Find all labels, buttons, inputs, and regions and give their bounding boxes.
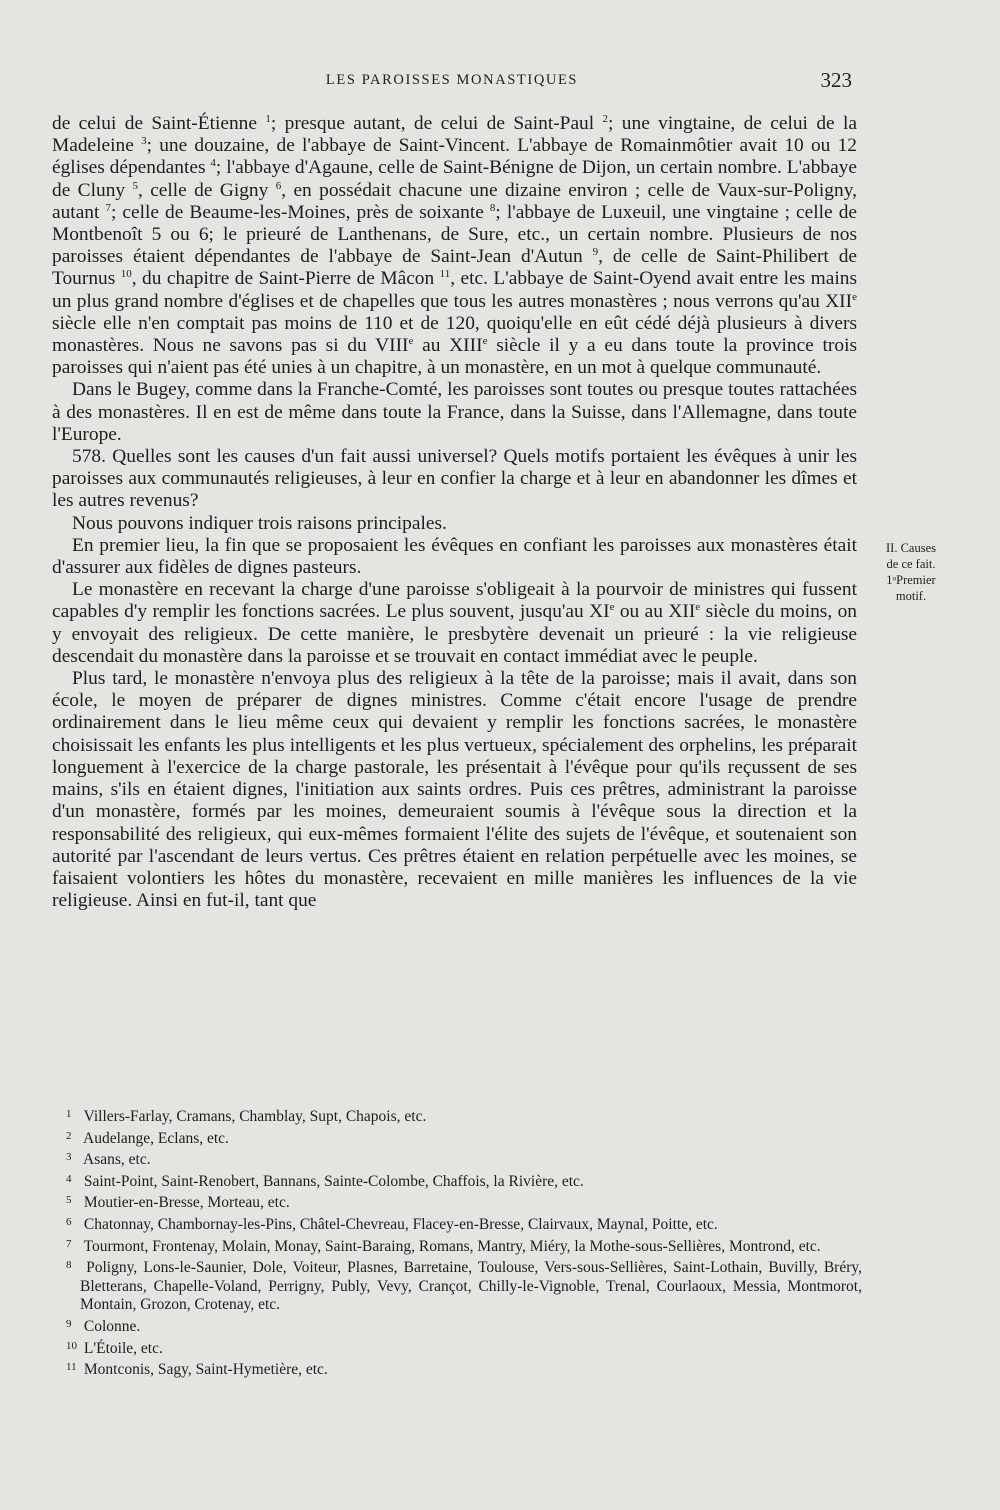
- footnote: [52, 1213, 862, 1235]
- paragraph: [52, 513, 857, 535]
- text-run: siècle il y a eu dans toute la province trois paroisses qui n'aient pas été unies à un chapitre, à un monastère, en un mot à quelque communauté.: [52, 335, 858, 379]
- footnote: [52, 1256, 862, 1315]
- text-run: ; une vingtaine, de celui de la Madeleine: [52, 113, 857, 157]
- text-run: Le monastère en recevant la charge d'une paroisse s'obligeait à la pourvoir de ministres qui fussent capables d'y remplir les fonctions sacrées. Le plus souvent, jusqu'au XI: [52, 579, 857, 623]
- footnote-text: Audelange, Eclans, etc.: [80, 1129, 229, 1147]
- text-run: ; presque autant, de celui de Saint-Paul: [270, 113, 603, 134]
- footnote-ref: 4: [210, 157, 216, 170]
- footnote-text: Tourmont, Frontenay, Molain, Monay, Saint-Baraing, Romans, Mantry, Miéry, la Mothe-sous-Sellières, Montrond, etc.: [80, 1237, 821, 1255]
- paragraph: [52, 668, 857, 912]
- footnote-ref: 5: [132, 179, 138, 192]
- margin-note: [866, 540, 956, 604]
- footnote-ref: 2: [602, 113, 609, 125]
- footnote-ref: 10: [120, 268, 132, 281]
- footnote-number: 6: [66, 1215, 72, 1228]
- text-run: , du chapitre de Saint-Pierre de Mâcon: [131, 268, 440, 290]
- text-run: de celui de Saint-Étienne: [52, 113, 266, 134]
- paragraph: [52, 579, 857, 668]
- text-run: Plus tard, le monastère n'envoya plus des religieux à la tête de la paroisse; mais il avait, dans son école, le moyen de préparer de dignes ministres. Comme c'était encore l'usage de prendre ordinairement dans le lieu même ceux qui devaient y remplir les fonctions sacrées, le monastère choisissait les enfants les plus intelligents et les plus vertueux, spécialement des orphelins, les préparait longuement à l'exercice de la charge pastorale, les présentait à l'évêque pour qu'ils reçussent de ses mains, s'ils en étaient dignes, l'initiation aux saints ordres. Puis ces prêtres, administrant la paroisse d'un monastère, formés par les moines, demeuraient soumis à l'évêque sous la direction et la responsabilité des religieux, qui eux-mêmes formaient l'élite des sujets de l'évêque, et soutenaient son autorité par l'ascendant de leurs vertus. Ces prêtres étaient en relation perpétuelle avec les moines, se faisaient volontiers les hôtes du monastère, recevaient en mille manières les influences de la vie religieuse. Ainsi en fut-il, tant que: [52, 668, 857, 912]
- footnote: [52, 1235, 862, 1257]
- footnote-number: 4: [66, 1172, 72, 1185]
- footnote-ref: 7: [105, 201, 111, 214]
- footnote: [52, 1337, 862, 1359]
- paragraph: [52, 113, 857, 379]
- footnote-ref: e: [609, 601, 615, 614]
- footnote-number: 1: [66, 1108, 72, 1120]
- footnote: [52, 1148, 862, 1170]
- footnote-number: 9: [66, 1317, 72, 1330]
- text-run: En premier lieu, la fin que se proposaient les évêques en confiant les paroisses aux monastères était d'assurer aux fidèles de dignes pasteurs.: [52, 534, 857, 579]
- footnote-ref: 1: [265, 113, 271, 125]
- text-run: Dans le Bugey, comme dans la Franche-Comté, les paroisses sont toutes ou presque toutes rattachées à des monastères. Il en est de même dans toute la France, dans la Suisse, dans l'Allemagne, dans toute l'Europe.: [52, 379, 857, 445]
- margin-note-line: II. Causes: [886, 541, 936, 555]
- text-run: ; l'abbaye de Luxeuil, une vingtaine ; celle de Montbenoît 5 ou 6; le prieuré de Lanthenans, de Sure, etc., un certain nombre. Plusieurs de nos paroisses étaient dépendantes de l'abbaye de Saint-Jean d'Autun: [52, 201, 858, 268]
- footnote-ref: 6: [275, 179, 282, 192]
- footnote-number: 5: [66, 1194, 72, 1207]
- running-title: LES PAROISSES MONASTIQUES: [325, 72, 579, 88]
- footnote-number: 2: [66, 1129, 72, 1142]
- footnote-ref: e: [852, 290, 857, 303]
- footnote-ref: 8: [489, 201, 496, 214]
- page-number: 323: [820, 68, 852, 92]
- text-run: , celle de Gigny: [137, 179, 276, 201]
- text-run: Nous pouvons indiquer trois raisons principales.: [72, 512, 447, 534]
- text-run: siècle du moins, on y envoyait des religieux. De cette manière, le presbytère devenait un prieuré : la vie religieuse descendait du monastère dans la paroisse et se trouvait en contact immédiat avec le peuple.: [52, 601, 858, 667]
- footnote-text: Colonne.: [80, 1317, 141, 1335]
- text-run: siècle elle n'en comptait pas moins de 110 et de 120, quoiqu'elle en eût cédé déjà plusieurs à divers monastères. Nous ne savons pas si du VIII: [52, 312, 857, 357]
- footnotes: [52, 1105, 862, 1380]
- footnote-text: Chatonnay, Chambornay-les-Pins, Châtel-Chevreau, Flacey-en-Bresse, Clairvaux, Maynal, Poitte, etc.: [80, 1215, 718, 1233]
- text-run: au XIII: [413, 335, 483, 357]
- text-run: 578. Quelles sont les causes d'un fait aussi universel? Quels motifs portaient les évêques à unir les paroisses aux communautés religieuses, à leur en confier la charge et à leur en abandonner les dîmes et les autres revenus?: [52, 446, 857, 512]
- paragraph: [52, 446, 857, 513]
- paragraph: [52, 535, 857, 579]
- footnote: [52, 1127, 862, 1149]
- footnote-text: Montconis, Sagy, Saint-Hymetière, etc.: [80, 1361, 328, 1379]
- footnote: [52, 1105, 862, 1127]
- footnote-ref: e: [482, 335, 488, 348]
- text-run: , en possédait chacune une dizaine environ ; celle de Vaux-sur-Poligny, autant: [52, 179, 857, 223]
- margin-note-line: de ce fait.: [886, 557, 936, 571]
- text-run: ; celle de Beaume-les-Moines, près de soixante: [110, 201, 490, 223]
- footnote-text: Poligny, Lons-le-Saunier, Dole, Voiteur, Plasnes, Barretaine, Toulouse, Vers-sous-Sellières, Saint-Lothain, Buvilly, Bréry, Bletterans, Chapelle-Voland, Perrigny, Publy, Vevy, Crançot, Chilly-le-Vignoble, Trenal, Courlaoux, Messia, Montmorot, Montain, Grozon, Crotenay, etc.: [80, 1259, 862, 1314]
- footnote-number: 10: [66, 1339, 77, 1352]
- footnote-text: Villers-Farlay, Cramans, Chamblay, Supt, Chapois, etc.: [80, 1108, 427, 1125]
- text-run: ; une douzaine, de l'abbaye de Saint-Vincent. L'abbaye de Romainmôtier avait 10 ou 12 églises dépendantes: [52, 135, 857, 179]
- footnote-text: Saint-Point, Saint-Renobert, Bannans, Sainte-Colombe, Chaffois, la Rivière, etc.: [80, 1172, 584, 1190]
- footnote-number: 3: [66, 1151, 72, 1164]
- footnote-number: 7: [66, 1237, 72, 1250]
- text-run: ou au XII: [614, 601, 696, 623]
- paragraph: [52, 379, 857, 446]
- footnote: [52, 1315, 862, 1337]
- footnote-number: 11: [66, 1361, 77, 1374]
- footnote: [52, 1170, 862, 1192]
- footnote-ref: e: [408, 335, 414, 348]
- margin-note-line: motif.: [895, 589, 927, 603]
- footnote-text: Asans, etc.: [80, 1151, 151, 1169]
- footnote-ref: e: [695, 601, 701, 614]
- margin-note-line: 1ᵒPremier: [886, 573, 936, 587]
- footnote-text: Moutier-en-Bresse, Morteau, etc.: [80, 1194, 290, 1212]
- footnote: [52, 1358, 862, 1380]
- text-run: , de celle de Saint-Philibert de Tournus: [52, 246, 857, 290]
- page-header: [52, 68, 852, 98]
- text-run: ; l'abbaye d'Agaune, celle de Saint-Bénigne de Dijon, un certain nombre. L'abbaye de Cluny: [52, 157, 857, 201]
- body-text: [52, 113, 857, 912]
- footnote-text: L'Étoile, etc.: [80, 1339, 163, 1357]
- text-run: , etc. L'abbaye de Saint-Oyend avait entre les mains un plus grand nombre d'églises et de chapelles que tous les autres monastères ; nous verrons qu'au XII: [52, 268, 857, 312]
- footnote-number: 8: [66, 1259, 72, 1272]
- footnote-ref: 11: [439, 268, 451, 281]
- footnote-ref: 9: [592, 246, 599, 259]
- footnote-ref: 3: [141, 135, 147, 148]
- footnote: [52, 1191, 862, 1213]
